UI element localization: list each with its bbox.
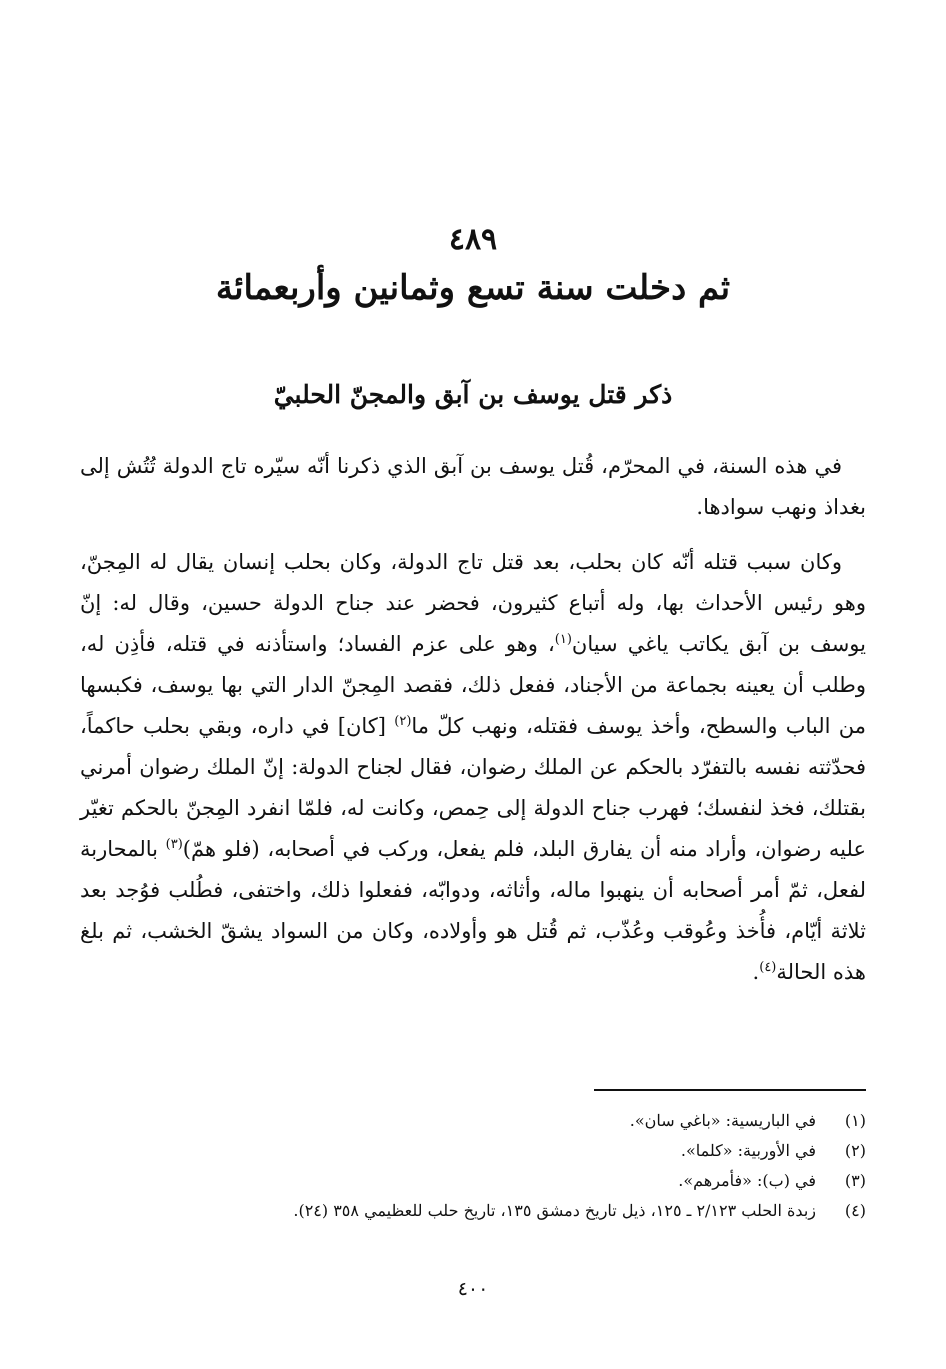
footnote-text: في (ب): «فأمرهم». (678, 1171, 816, 1190)
footnote-number: (٢) (844, 1141, 866, 1160)
paragraph-2 (80, 542, 866, 993)
footnote-text: في الباريسية: «باغي سان». (629, 1111, 816, 1130)
footnote-number: (٣) (844, 1171, 866, 1190)
footnote-ref-2: (٢) (394, 714, 412, 729)
footnote-divider (594, 1089, 866, 1091)
paragraph-1: في هذه السنة، في المحرّم، قُتل يوسف بن آبق الذي ذكرنا أنّه سيّره تاج الدولة تُتُش إلى بغداذ ونهب سوادها. (80, 454, 866, 519)
chapter-title: ثم دخلت سنة تسع وثمانين وأربعمائة (215, 268, 731, 308)
footnote-item (80, 1166, 866, 1196)
footnote-number: (٤) (844, 1201, 866, 1220)
year-heading: ٤٨٩ (448, 222, 498, 257)
page-number: ٤٠٠ (457, 1278, 489, 1300)
section-title: ذكر قتل يوسف بن آبق والمجنّ الحلبيّ (273, 380, 673, 409)
paragraph-2-text: . (752, 960, 760, 984)
footnote-ref-3: (٣) (165, 837, 183, 852)
paragraph-2-text: [كان] في داره، وبقي بحلب حاكماً، فحدّثته نفسه بالتفرّد بالحكم عن الملك رضوان، فقال لجناح الدولة: إنّ الملك رضوان أمرني بقتلك، فخذ لنفسك؛ فهرب جناح الدولة إلى حِمص، وكانت له، فلمّا انفرد المِجنّ بالحكم تغيّر عليه رضوان، وأراد منه أن يفارق البلد، فلم يفعل، وركب في أصحابه، (فلو همّ) (80, 714, 866, 861)
paragraph-2-text: وكان سبب قتله أنّه كان بحلب، بعد قتل تاج الدولة، وكان بحلب إنسان يقال له المِجنّ، وهو رئيس الأحداث بها، وله أتباع كثيرون، فحضر عند جناح الدولة حسين، وقال له: إنّ يوسف بن آبق يكاتب ياغي سيان (80, 550, 866, 656)
footnote-item (80, 1136, 866, 1166)
footnote-item (80, 1106, 866, 1136)
footnote-item (80, 1196, 866, 1226)
footnote-ref-4: (٤) (759, 960, 777, 975)
footnote-ref-1: (١) (554, 632, 572, 647)
footnotes-list (80, 1106, 866, 1226)
footnote-text: زبدة الحلب ٢/١٢٣ ـ ١٢٥، ذيل تاريخ دمشق ١٣٥، تاريخ حلب للعظيمي ٣٥٨ (٢٤). (293, 1201, 816, 1220)
paragraph-2-text: ، وهو على عزم الفساد؛ واستأذنه في قتله، فأذِن له، وطلب أن يعينه بجماعة من الأجناد، ففعل ذلك، فقصد المِجنّ الدار التي بها يوسف، فكبسها من الباب والسطح، وأخذ يوسف فقتله، ونهب كلّ ما (80, 632, 867, 738)
paragraph-2-text: بالمحاربة لفعل، ثمّ أمر أصحابه أن ينهبوا ماله، وأثاثه، ودوابّه، ففعلوا ذلك، واختفى، فطُلب فوُجد بعد ثلاثة أيّام، فأُخذ وعُوقب وعُذّب، ثم قُتل هو وأولاده، وكان من السواد يشقّ الخشب، ثم بلغ هذه الحالة (80, 837, 866, 984)
footnote-number: (١) (844, 1111, 866, 1130)
footnote-text: في الأوربية: «كلما». (680, 1141, 816, 1160)
